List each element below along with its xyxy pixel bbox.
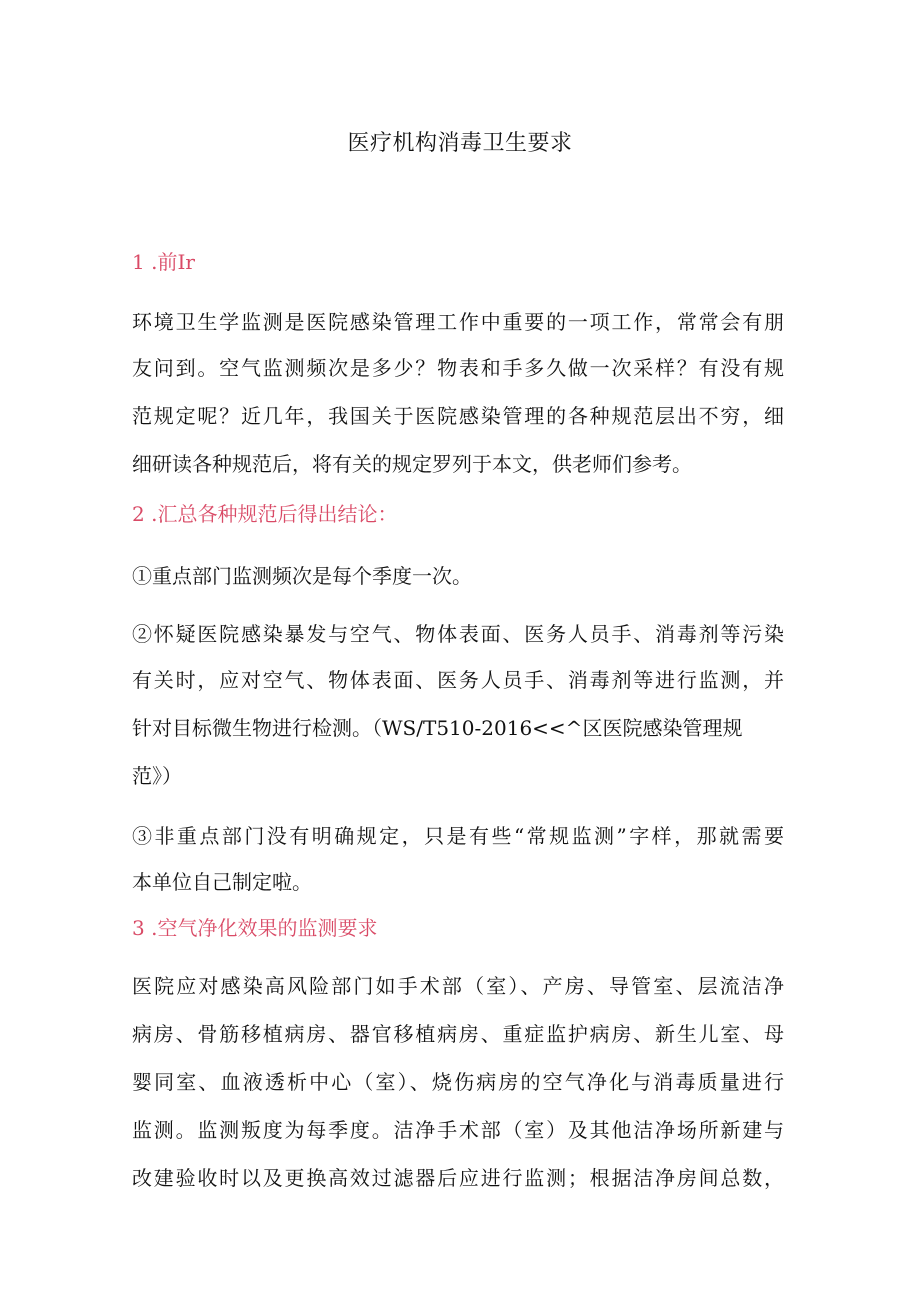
- list-item-2-line: ②怀疑医院感染暴发与空气、物体表面、医务人员手、消毒剂等污染: [132, 622, 784, 646]
- paragraph-line: 友问到。空气监测频次是多少？物表和手多久做一次采样？有没有规: [132, 356, 784, 380]
- paragraph-line: 医院应对感染高风险部门如手术部（室）、产房、导管室、层流洁净: [132, 974, 784, 998]
- paragraph-line: 细研读各种规范后，将有关的规定罗列于本文，供老师们参考。: [132, 452, 692, 476]
- paragraph-line: 环境卫生学监测是医院感染管理工作中重要的一项工作，常常会有朋: [132, 310, 784, 334]
- list-item-2-line: 有关时，应对空气、物体表面、医务人员手、消毒剂等进行监测，并: [132, 668, 784, 692]
- paragraph-line: 监测。监测叛度为每季度。洁净手术部（室）及其他洁净场所新建与: [132, 1118, 784, 1142]
- paragraph-line: 改建验收时以及更换高效过滤器后应进行监测；根据洁净房间总数，: [132, 1166, 784, 1190]
- list-item-3-line: ③非重点部门没有明确规定，只是有些“常规监测”字样，那就需要: [132, 824, 784, 848]
- section-heading-air-purification: 3 .空气净化效果的监测要求: [132, 916, 378, 940]
- list-item-1: ①重点部门监测频次是每个季度一次。: [132, 564, 472, 588]
- section-heading-conclusions: 2 .汇总各种规范后得出结论：: [132, 502, 398, 526]
- paragraph-line: 范规定呢？近几年，我国关于医院感染管理的各种规范层出不穷，细: [132, 404, 784, 428]
- list-item-2-line: 范》）: [132, 764, 182, 788]
- section-heading-preface: 1 .前Ir: [132, 250, 195, 274]
- list-item-2-line: 针对目标微生物进行检测。（WS/T510-2016<<^区医院感染管理规: [132, 716, 743, 740]
- paragraph-line: 婴同室、血液透析中心（室）、烧伤病房的空气净化与消毒质量进行: [132, 1070, 784, 1094]
- paragraph-line: 病房、骨筋移植病房、器官移植病房、重症监护病房、新生儿室、母: [132, 1022, 784, 1046]
- list-item-3-line: 本单位自己制定啦。: [132, 870, 312, 894]
- document-title: 医疗机构消毒卫生要求: [347, 131, 573, 156]
